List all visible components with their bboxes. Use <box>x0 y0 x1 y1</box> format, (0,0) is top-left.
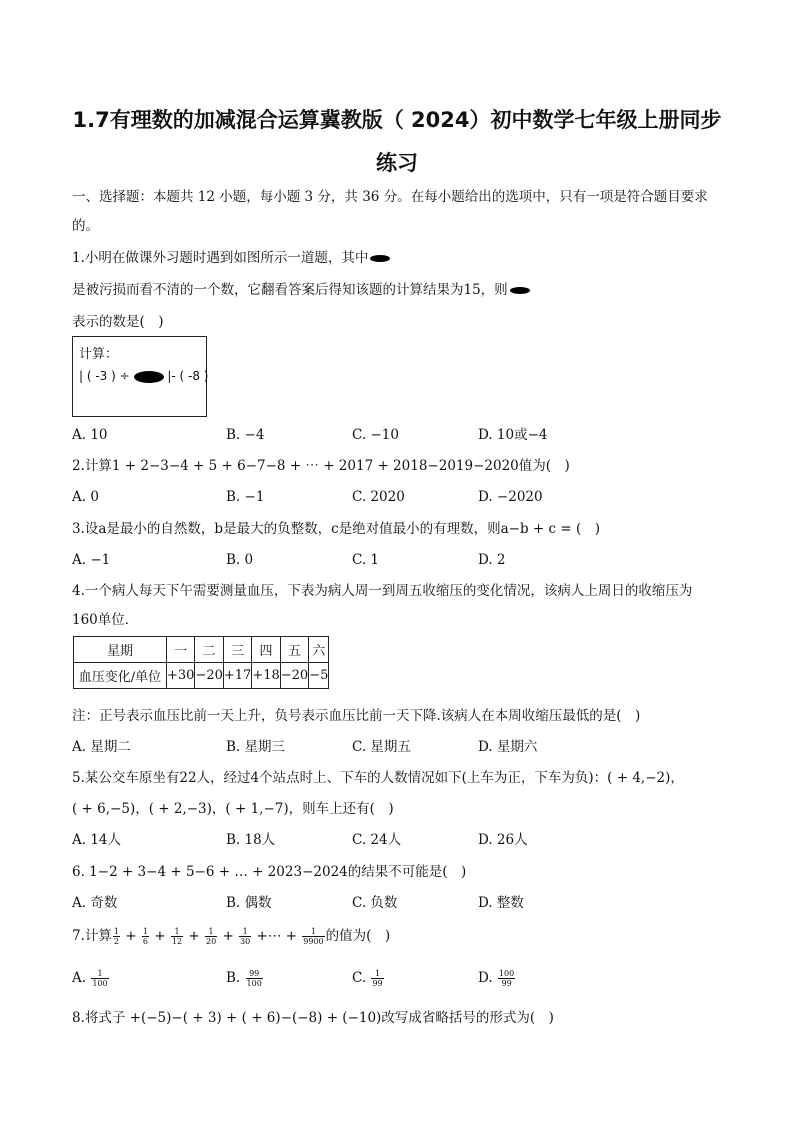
question-3-text: 3.设a是最小的自然数，b是最大的负整数，c是绝对值最小的有理数，则a−b + c = ( ) <box>72 521 601 537</box>
q5-option-d[interactable]: D. 26人 <box>478 832 528 848</box>
q1-option-c[interactable]: C. −10 <box>352 427 399 443</box>
q7-option-d[interactable]: D. $\frac{100}{99}$ <box>478 969 515 988</box>
table-cell: −20 <box>280 663 308 689</box>
table-cell: +30 <box>167 663 195 689</box>
q1-option-d[interactable]: D. 10或−4 <box>478 427 548 443</box>
table-header-cell: 三 <box>223 637 251 663</box>
calculation-figure <box>72 336 207 417</box>
q7-option-c[interactable]: C. $\frac{1}{99}$ <box>352 969 383 988</box>
q6-option-c[interactable]: C. 负数 <box>352 895 398 911</box>
question-1-line1 <box>72 248 390 268</box>
smudge-blot-icon <box>134 371 164 383</box>
table-cell: +18 <box>252 663 280 689</box>
expression-right: |- ( -8 ) <box>167 369 209 383</box>
q5-option-c[interactable]: C. 24人 <box>352 832 402 848</box>
table-header-cell: 星期 <box>74 637 167 663</box>
calculation-expression <box>79 369 209 383</box>
q7-option-b[interactable]: B. $\frac{99}{100}$ <box>226 969 262 988</box>
question-7-text: 7.计算 $\frac{1}{2}$ + $\frac{1}{6}$ + $\frac{1}{12}$ + $\frac{1}{20}$ + $\frac{1}{30}$ +⋯ + $\frac{1}{9900}$ 的值为( ) <box>72 927 391 946</box>
q1-option-a[interactable]: A. 10 <box>72 427 108 443</box>
fraction: $\frac{1}{20}$ <box>205 927 217 946</box>
q3-option-a[interactable]: A. −1 <box>72 552 111 568</box>
question-8-text: 8.将式子 +(−5)−( + 3) + ( + 6)−(−8) + (−10)改写成省略括号的形式为( ) <box>72 1010 554 1026</box>
question-7-prefix: 7.计算 <box>72 928 112 944</box>
fraction: $\frac{1}{12}$ <box>171 927 183 946</box>
question-4-line1: 4.一个病人每天下午需要测量血压，下表为病人周一到周五收缩压的变化情况，该病人上周日的收缩压为 <box>72 583 693 599</box>
section-instructions <box>72 187 708 207</box>
q5-option-b[interactable]: B. 18人 <box>226 832 276 848</box>
q2-option-d[interactable]: D. −2020 <box>478 489 543 505</box>
table-header-cell: 二 <box>195 637 223 663</box>
q3-option-b[interactable]: B. 0 <box>226 552 254 568</box>
section-instructions-line2: 的。 <box>72 218 99 234</box>
calculation-title: 计算： <box>79 347 119 362</box>
table-cell: 血压变化/单位 <box>74 663 167 689</box>
q2-option-c[interactable]: C. 2020 <box>352 489 405 505</box>
table-header-cell: 五 <box>280 637 308 663</box>
q6-option-d[interactable]: D. 整数 <box>478 895 524 911</box>
question-4-line2: 160单位． <box>72 612 139 628</box>
q4-option-a[interactable]: A. 星期二 <box>72 739 131 755</box>
document-title-continued: 练习 <box>376 151 418 175</box>
blood-pressure-table <box>73 636 329 689</box>
table-cell: −5 <box>309 663 329 689</box>
q1-option-b[interactable]: B. −4 <box>226 427 265 443</box>
table-header-cell: 四 <box>252 637 280 663</box>
section-instructions-line1: 一、选择题：本题共 12 小题，每小题 3 分，共 36 分。在每小题给出的选项中，只有一项是符合题目要求 <box>72 189 708 205</box>
fraction: $\frac{99}{100}$ <box>246 969 262 988</box>
question-4-note: 注：正号表示血压比前一天上升，负号表示血压比前一天下降.该病人在本周收缩压最低的是( ) <box>72 708 641 724</box>
fraction: $\frac{1}{99}$ <box>372 969 383 988</box>
question-2-text: 2.计算1 + 2−3−4 + 5 + 6−7−8 + ⋯ + 2017 + 2018−2019−2020值为( ) <box>72 458 570 474</box>
question-5-line2: ( + 6,−5)，( + 2,−3)，( + 1,−7)，则车上还有( ) <box>72 801 394 817</box>
q6-option-a[interactable]: A. 奇数 <box>72 895 118 911</box>
q4-option-c[interactable]: C. 星期五 <box>352 739 411 755</box>
q3-option-d[interactable]: D. 2 <box>478 552 506 568</box>
smudge-blot-icon <box>510 287 530 294</box>
question-5-line1: 5.某公交车原坐有22人，经过4个站点时上、下车的人数情况如下(上车为正，下车为负)：( + 4,−2)， <box>72 770 684 786</box>
table-header-cell: 一 <box>167 637 195 663</box>
q4-option-b[interactable]: B. 星期三 <box>226 739 286 755</box>
expression-left: | ( -3 ) ÷ <box>79 369 130 383</box>
q5-option-a[interactable]: A. 14人 <box>72 832 122 848</box>
table-cell: −20 <box>195 663 223 689</box>
question-1-text-2: 是被污损而看不清的一个数，它翻看答案后得知该题的计算结果为15，则 <box>72 282 508 298</box>
q6-option-b[interactable]: B. 偶数 <box>226 895 272 911</box>
fraction: $\frac{1}{9900}$ <box>303 927 324 946</box>
q3-option-c[interactable]: C. 1 <box>352 552 380 568</box>
fraction: $\frac{100}{99}$ <box>498 969 515 988</box>
q2-option-b[interactable]: B. −1 <box>226 489 265 505</box>
q7-option-a[interactable]: A. $\frac{1}{100}$ <box>72 969 108 988</box>
question-6-text: 6. 1−2 + 3−4 + 5−6 + … + 2023−2024的结果不可能是( ) <box>72 864 467 880</box>
question-1-line2 <box>72 280 530 300</box>
fraction: $\frac{1}{2}$ <box>113 927 119 946</box>
smudge-blot-icon <box>370 255 390 262</box>
table-header-row <box>74 637 329 663</box>
fraction: $\frac{1}{30}$ <box>240 927 251 946</box>
table-header-cell: 六 <box>309 637 329 663</box>
q2-option-a[interactable]: A. 0 <box>72 489 99 505</box>
fraction: $\frac{1}{6}$ <box>142 927 148 946</box>
table-cell: +17 <box>223 663 251 689</box>
fraction: $\frac{1}{100}$ <box>92 969 108 988</box>
table-row <box>74 663 329 689</box>
question-1-line3: 表示的数是( ) <box>72 314 164 330</box>
document-title: 1.7有理数的加减混合运算冀教版（ 2024）初中数学七年级上册同步 <box>72 108 722 132</box>
question-1-text: 1.小明在做课外习题时遇到如图所示一道题，其中 <box>72 250 369 266</box>
q4-option-d[interactable]: D. 星期六 <box>478 739 538 755</box>
question-7-suffix: 的值为( ) <box>325 928 391 944</box>
